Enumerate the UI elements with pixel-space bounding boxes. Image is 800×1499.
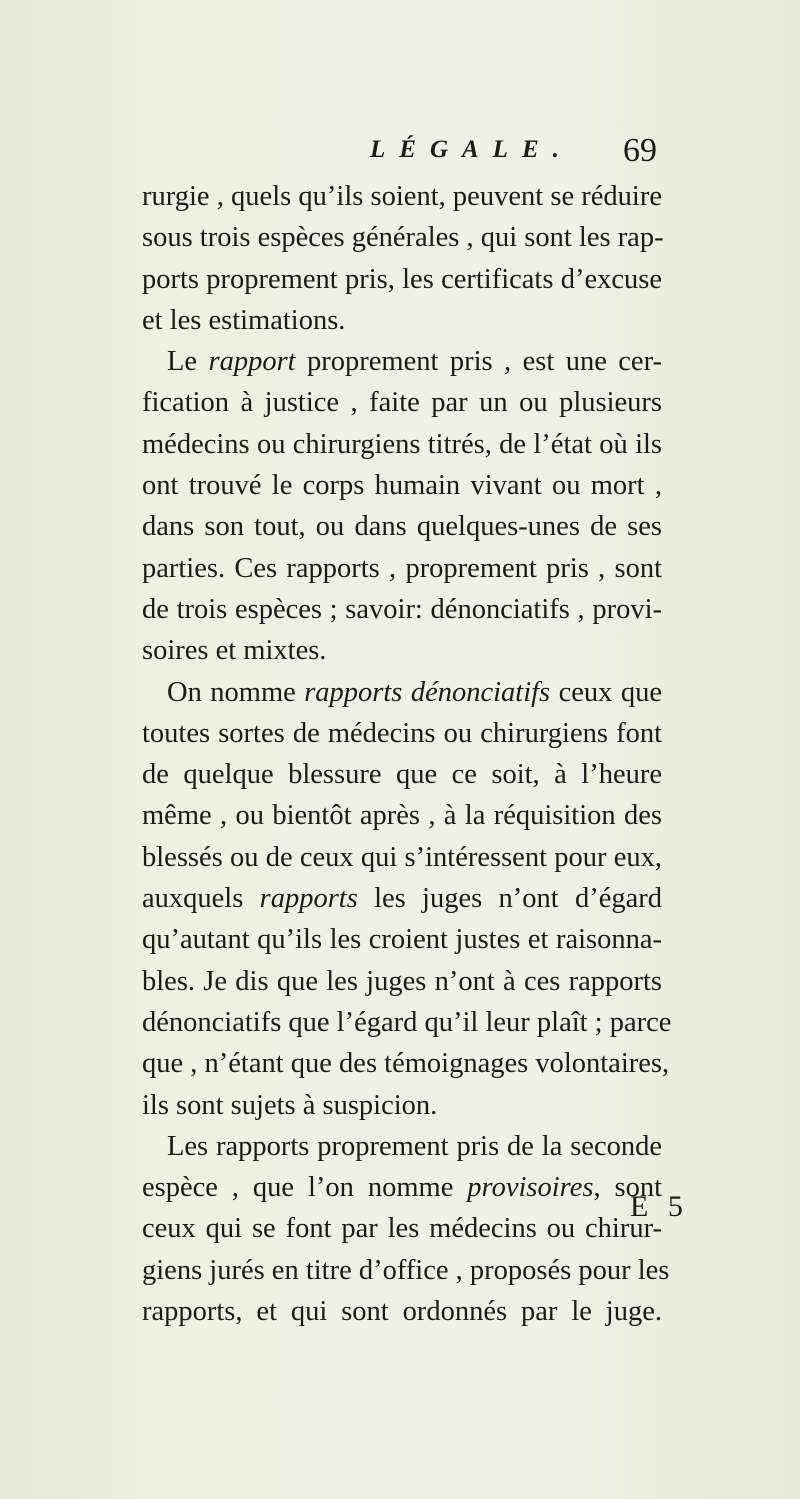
- text-line: de quelque blessure que ce soit, à l’heure: [142, 759, 662, 791]
- running-head: LÉGALE.: [370, 136, 573, 163]
- text-line: espèce , que l’on nomme provisoires, sont: [142, 1172, 663, 1204]
- text-line: bles. Je dis que les juges n’ont à ces rapports: [142, 965, 662, 997]
- text-line: ports proprement pris, les certificats d’excuse: [142, 263, 662, 295]
- text-line: dans son tout, ou dans quelques-unes de ses: [142, 511, 662, 543]
- text-line: ceux qui se font par les médecins ou chirur-: [142, 1213, 662, 1245]
- text-line: ils sont sujets à suspicion.: [142, 1089, 438, 1121]
- italic-term: rapport: [208, 346, 296, 378]
- text-line: soires et mixtes.: [142, 635, 327, 667]
- text-line: fication à justice , faite par un ou plusieurs: [142, 387, 662, 419]
- page-header: [0, 132, 800, 176]
- text-line: ont trouvé le corps humain vivant ou mort ,: [142, 470, 662, 502]
- text-line: rapports, et qui sont ordonnés par le juge.: [142, 1296, 662, 1328]
- text-line: Le rapport proprement pris , est une cer-: [167, 346, 662, 378]
- italic-term: rapports dénonciatifs: [304, 676, 551, 708]
- body-text: [142, 176, 672, 1332]
- text-line: rurgie , quels qu’ils soient, peuvent se réduire: [142, 181, 662, 212]
- text-line: parties. Ces rapports , proprement pris , sont: [142, 552, 662, 584]
- text-line: giens jurés en titre d’office , proposés pour les: [142, 1254, 670, 1286]
- italic-term: rapports: [259, 883, 358, 915]
- text-line: On nomme rapports dénonciatifs ceux que: [167, 676, 662, 708]
- signature-mark: E 5: [630, 1190, 689, 1223]
- page-number: 69: [623, 132, 657, 169]
- text-line: de trois espèces ; savoir: dénonciatifs , provi-: [142, 593, 662, 625]
- text-line: et les estimations.: [142, 304, 346, 336]
- text-line: médecins ou chirurgiens titrés, de l’état où ils: [142, 428, 662, 460]
- text-line: sous trois espèces générales , qui sont les rap-: [142, 222, 664, 254]
- text-line: dénonciatifs que l’égard qu’il leur plaît ; parce: [142, 1006, 672, 1038]
- text-line: que , n’étant que des témoignages volontaires,: [142, 1048, 670, 1080]
- text-line: qu’autant qu’ils les croient justes et raisonna-: [142, 924, 662, 956]
- text-line: toutes sortes de médecins ou chirurgiens font: [142, 717, 662, 749]
- text-line: même , ou bientôt après , à la réquisition des: [142, 800, 662, 832]
- text-line: Les rapports proprement pris de la seconde: [167, 1130, 662, 1162]
- italic-term: provisoires: [467, 1172, 594, 1204]
- text-line: blessés ou de ceux qui s’intéressent pour eux,: [142, 841, 662, 873]
- text-line: auxquels rapports les juges n’ont d’égard: [142, 883, 662, 915]
